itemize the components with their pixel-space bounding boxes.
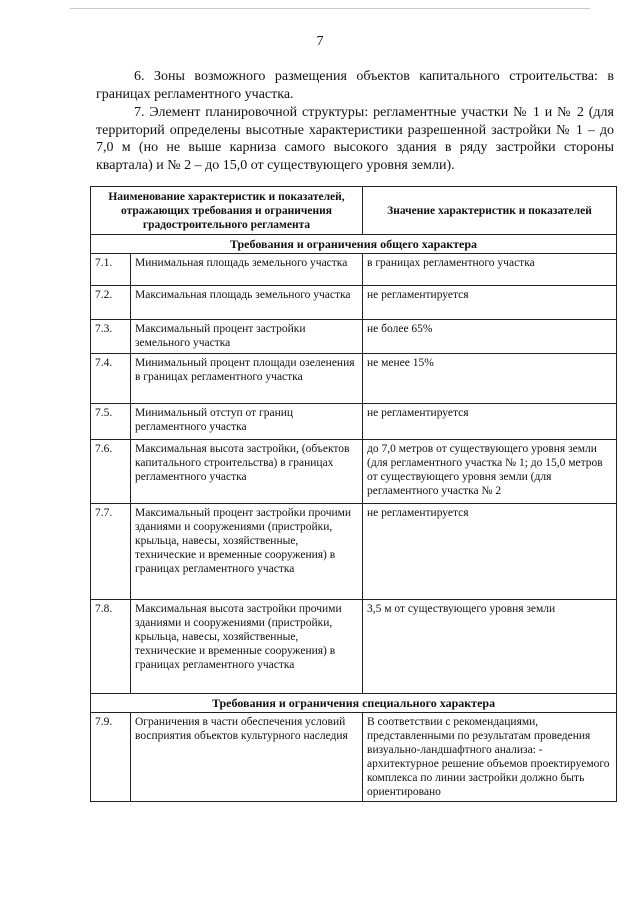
row-number: 7.3. (91, 320, 131, 354)
paragraph-6-text: 6. Зоны возможного размещения объектов капитального строительства: в границах регламентного участка. (96, 69, 614, 102)
row-name: Минимальная площадь земельного участка (131, 254, 363, 286)
row-value: не менее 15% (363, 354, 617, 404)
row-value: В соответствии с рекомендациями, представленными по результатам проведения визуально-ландшафтного анализа: - архитектурное решение объемов проектируемого комплекса по линии застройки должно быть ориентировано (363, 713, 617, 802)
paragraph-7 (96, 104, 614, 174)
table-row (91, 713, 617, 802)
row-value: не регламентируется (363, 404, 617, 440)
row-name: Максимальный процент застройки прочими зданиями и сооружениями (пристройки, крыльца, навесы, хозяйственные, технические и временные сооружения) в границах регламентного участка (131, 504, 363, 600)
row-name: Максимальная высота застройки прочими зданиями и сооружениями (пристройки, крыльца, навесы, хозяйственные, технические и временные сооружения) в границах регламентного участка (131, 600, 363, 694)
row-value: не регламентируется (363, 286, 617, 320)
table-row (91, 254, 617, 286)
row-number: 7.5. (91, 404, 131, 440)
row-name: Минимальный процент площади озеленения в границах регламентного участка (131, 354, 363, 404)
row-number: 7.6. (91, 440, 131, 504)
header-value-cell: Значение характеристик и показателей (363, 187, 617, 235)
table-row (91, 320, 617, 354)
row-name: Ограничения в части обеспечения условий восприятия объектов культурного наследия (131, 713, 363, 802)
section-special-row (91, 694, 617, 713)
row-value: не более 65% (363, 320, 617, 354)
regulation-table (90, 186, 617, 802)
table-row (91, 354, 617, 404)
section-general-row (91, 235, 617, 254)
row-number: 7.4. (91, 354, 131, 404)
row-number: 7.7. (91, 504, 131, 600)
row-value: в границах регламентного участка (363, 254, 617, 286)
section-special-title: Требования и ограничения специального характера (91, 694, 617, 713)
table-row (91, 404, 617, 440)
row-value: 3,5 м от существующего уровня земли (363, 600, 617, 694)
row-number: 7.2. (91, 286, 131, 320)
table-row (91, 440, 617, 504)
row-number: 7.8. (91, 600, 131, 694)
page-number: 7 (316, 34, 324, 49)
table-row (91, 600, 617, 694)
row-value: не регламентируется (363, 504, 617, 600)
row-value: до 7,0 метров от существующего уровня земли (для регламентного участка № 1; до 15,0 метров от существующего уровня земли (для регламентного участка № 2 (363, 440, 617, 504)
row-name: Максимальная высота застройки, (объектов капитального строительства) в границах регламентного участка (131, 440, 363, 504)
header-name-cell: Наименование характеристик и показателей, отражающих требования и ограничения градостроительного регламента (91, 187, 363, 235)
paragraph-6 (96, 68, 614, 103)
row-number: 7.1. (91, 254, 131, 286)
paragraph-7-text: 7. Элемент планировочной структуры: регламентные участки № 1 и № 2 (для территорий определены высотные характеристики разрешенной застройки № 1 – до 7,0 м (но не выше карниза самого высокого здания в ряду застройки стороны квартала) и № 2 – до 15,0 от существующего уровня земли). (96, 105, 614, 173)
table-row (91, 286, 617, 320)
table-header-row (91, 187, 617, 235)
row-name: Минимальный отступ от границ регламентного участка (131, 404, 363, 440)
table-row (91, 504, 617, 600)
section-general-title: Требования и ограничения общего характера (91, 235, 617, 254)
scan-edge-line (70, 8, 590, 9)
row-number: 7.9. (91, 713, 131, 802)
row-name: Максимальная площадь земельного участка (131, 286, 363, 320)
row-name: Максимальный процент застройки земельного участка (131, 320, 363, 354)
